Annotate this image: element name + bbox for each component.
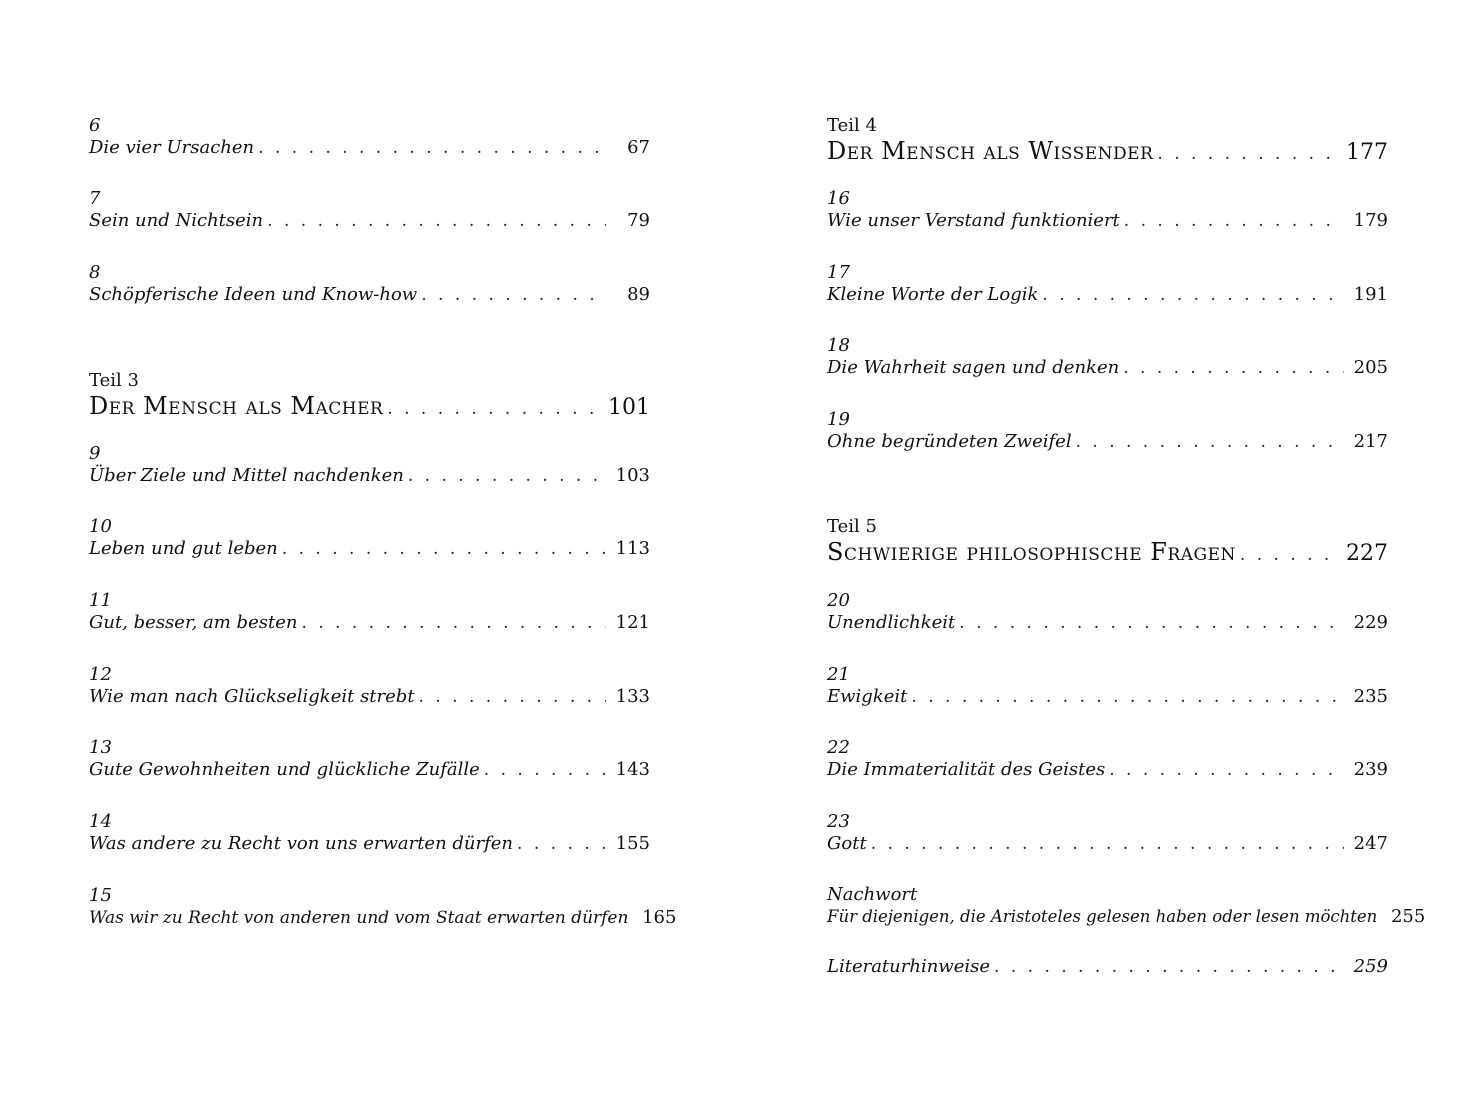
dot-leader xyxy=(911,687,1344,707)
chapter-title: Ohne begründeten Zweifel xyxy=(827,431,1072,452)
dot-leader xyxy=(994,957,1344,977)
toc-row xyxy=(89,833,650,859)
toc-row xyxy=(827,538,1388,568)
page-number: 177 xyxy=(1346,140,1388,165)
page-number: 113 xyxy=(615,538,650,559)
toc-entry xyxy=(827,335,1388,383)
page-number: 255 xyxy=(1390,906,1426,927)
chapter-title: Was andere zu Recht von uns erwarten dürfen xyxy=(89,833,514,854)
chapter-number: 15 xyxy=(89,885,112,906)
page-number: 217 xyxy=(1353,431,1388,452)
page-number: 101 xyxy=(608,395,650,420)
toc-row xyxy=(89,612,650,638)
page-number: 79 xyxy=(627,210,650,231)
toc-row xyxy=(89,759,650,785)
chapter-number: 12 xyxy=(89,664,112,685)
page-number: 165 xyxy=(642,907,677,928)
dot-leader xyxy=(1076,432,1344,452)
chapter-title: Gott xyxy=(827,833,867,854)
chapter-title: Wie man nach Glückseligkeit strebt xyxy=(89,686,415,707)
page-number: 103 xyxy=(615,465,650,486)
part-label: Teil 5 xyxy=(827,516,877,537)
page-number: 229 xyxy=(1353,612,1388,633)
chapter-title: Gute Gewohnheiten und glückliche Zufälle xyxy=(89,759,480,780)
chapter-title: Unendlichkeit xyxy=(827,612,956,633)
toc-row xyxy=(827,956,1388,982)
toc-entry xyxy=(827,262,1388,310)
toc-row xyxy=(89,538,650,564)
chapter-number: 10 xyxy=(89,516,112,537)
dot-leader xyxy=(421,285,606,305)
toc-entry xyxy=(89,885,677,933)
toc-row xyxy=(827,284,1388,310)
part-title: Schwierige philosophische Fragen xyxy=(827,538,1236,566)
page-number: 191 xyxy=(1353,284,1388,305)
part-heading xyxy=(89,370,650,422)
dot-leader xyxy=(484,760,606,780)
chapter-number: 17 xyxy=(827,262,850,283)
toc-row xyxy=(827,612,1388,638)
toc-entry xyxy=(89,115,650,163)
dot-leader xyxy=(408,466,606,486)
toc-row xyxy=(89,137,650,163)
chapter-title: Schöpferische Ideen und Know-how xyxy=(89,284,418,305)
dot-leader xyxy=(258,138,606,158)
page-number: 89 xyxy=(627,284,650,305)
dot-leader xyxy=(1042,285,1344,305)
dot-leader xyxy=(959,613,1344,633)
chapter-number: 9 xyxy=(89,443,101,464)
chapter-number: 23 xyxy=(827,811,850,832)
toc-entry xyxy=(89,516,650,564)
page-number: 179 xyxy=(1353,210,1388,231)
page-number: 133 xyxy=(615,686,650,707)
toc-row xyxy=(89,465,650,491)
page-number: 239 xyxy=(1353,759,1388,780)
chapter-title: Wie unser Verstand funktioniert xyxy=(827,210,1120,231)
chapter-title: Für diejenigen, die Aristoteles gelesen haben oder lesen möchten xyxy=(827,907,1378,926)
page-number: 155 xyxy=(615,833,650,854)
chapter-title: Kleine Worte der Logik xyxy=(827,284,1039,305)
dot-leader xyxy=(419,687,606,707)
page-number: 121 xyxy=(615,612,650,633)
toc-row xyxy=(89,284,650,310)
chapter-title: Literaturhinweise xyxy=(827,956,991,977)
toc-entry xyxy=(89,262,650,310)
toc-entry-afterword xyxy=(827,884,1426,932)
part-label: Teil 3 xyxy=(89,370,139,391)
toc-row xyxy=(89,686,650,712)
toc-entry xyxy=(89,811,650,859)
toc-entry xyxy=(827,188,1388,236)
chapter-title: Sein und Nichtsein xyxy=(89,210,264,231)
chapter-title: Die Immaterialität des Geistes xyxy=(827,759,1106,780)
chapter-number: 16 xyxy=(827,188,850,209)
dot-leader xyxy=(282,539,606,559)
toc-entry xyxy=(827,737,1388,785)
toc-entry xyxy=(89,188,650,236)
toc-entry xyxy=(89,590,650,638)
part-title: Der Mensch als Wissender xyxy=(827,137,1154,165)
page-number: 143 xyxy=(615,759,650,780)
toc-row xyxy=(827,137,1388,167)
dot-leader xyxy=(871,834,1344,854)
chapter-title: Ewigkeit xyxy=(827,686,908,707)
chapter-title: Die Wahrheit sagen und denken xyxy=(827,357,1120,378)
chapter-title: Die vier Ursachen xyxy=(89,137,255,158)
dot-leader xyxy=(1157,144,1342,164)
toc-row xyxy=(89,907,677,933)
toc-row xyxy=(827,210,1388,236)
afterword-label: Nachwort xyxy=(827,884,918,905)
toc-entry xyxy=(827,811,1388,859)
toc-row xyxy=(827,357,1388,383)
chapter-title: Gut, besser, am besten xyxy=(89,612,298,633)
dot-leader xyxy=(1109,760,1344,780)
chapter-number: 7 xyxy=(89,188,101,209)
dot-leader xyxy=(517,834,606,854)
page-number: 67 xyxy=(627,137,650,158)
part-heading xyxy=(827,516,1388,568)
toc-entry xyxy=(89,664,650,712)
page-number: 259 xyxy=(1353,956,1388,977)
page-number: 235 xyxy=(1353,686,1388,707)
chapter-number: 22 xyxy=(827,737,850,758)
toc-row xyxy=(827,833,1388,859)
page-number: 227 xyxy=(1346,541,1388,566)
toc-entry xyxy=(827,664,1388,712)
chapter-number: 21 xyxy=(827,664,850,685)
chapter-number: 6 xyxy=(89,115,101,136)
page-number: 247 xyxy=(1353,833,1388,854)
dot-leader xyxy=(301,613,606,633)
toc-row xyxy=(827,906,1426,932)
dot-leader xyxy=(1123,358,1344,378)
page-number: 205 xyxy=(1353,357,1388,378)
chapter-number: 19 xyxy=(827,409,850,430)
toc-row xyxy=(827,686,1388,712)
dot-leader xyxy=(1124,211,1344,231)
toc-entry xyxy=(89,443,650,491)
part-title: Der Mensch als Macher xyxy=(89,392,384,420)
toc-row xyxy=(89,210,650,236)
toc-row xyxy=(89,392,650,422)
chapter-number: 18 xyxy=(827,335,850,356)
chapter-number: 20 xyxy=(827,590,850,611)
chapter-number: 13 xyxy=(89,737,112,758)
toc-entry xyxy=(827,590,1388,638)
part-heading xyxy=(827,115,1388,167)
dot-leader xyxy=(267,211,606,231)
chapter-title: Über Ziele und Mittel nachdenken xyxy=(89,465,404,486)
toc-row xyxy=(827,759,1388,785)
chapter-title: Leben und gut leben xyxy=(89,538,278,559)
toc-row xyxy=(827,431,1388,457)
chapter-number: 11 xyxy=(89,590,112,611)
toc-entry xyxy=(827,409,1388,457)
part-label: Teil 4 xyxy=(827,115,877,136)
chapter-number: 8 xyxy=(89,262,101,283)
chapter-number: 14 xyxy=(89,811,112,832)
toc-entry xyxy=(89,737,650,785)
chapter-title: Was wir zu Recht von anderen und vom Staat erwarten dürfen xyxy=(89,908,629,928)
dot-leader xyxy=(387,399,604,419)
toc-entry-bibliography xyxy=(827,956,1388,982)
dot-leader xyxy=(1240,545,1342,565)
